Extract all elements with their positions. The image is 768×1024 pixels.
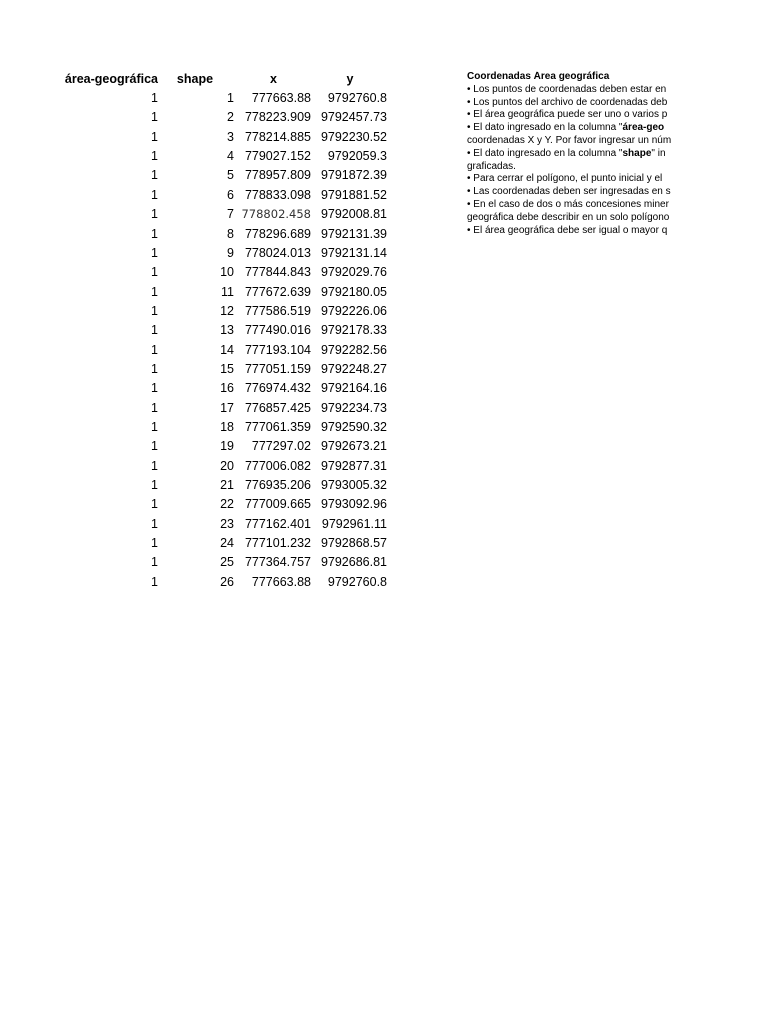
instruction-line: • En el caso de dos o más concesiones miner: [467, 198, 669, 210]
instruction-text: " in: [651, 147, 666, 159]
cell-area-geografica[interactable]: 1: [151, 458, 158, 473]
cell-y[interactable]: 9791881.52: [320, 187, 387, 202]
cell-shape[interactable]: 8: [227, 226, 234, 241]
cell-shape[interactable]: 26: [220, 574, 234, 589]
instruction-line: • Para cerrar el polígono, el punto inicial y el: [467, 173, 663, 185]
cell-area-geografica[interactable]: 1: [151, 381, 158, 396]
cell-area-geografica[interactable]: 1: [151, 342, 158, 357]
cell-y[interactable]: 9792008.81: [320, 207, 387, 222]
cell-x[interactable]: 777162.401: [244, 516, 311, 531]
cell-shape[interactable]: 14: [220, 342, 234, 357]
cell-shape[interactable]: 1: [227, 91, 234, 105]
instruction-line: • Los puntos de coordenadas deben estar en: [467, 83, 667, 95]
cell-shape[interactable]: 7: [227, 207, 234, 222]
cell-shape[interactable]: 5: [227, 168, 234, 183]
cell-y[interactable]: 9792868.57: [320, 536, 387, 550]
cell-x[interactable]: 776974.432: [244, 381, 311, 396]
cell-x[interactable]: 777490.016: [244, 323, 311, 338]
cell-area-geografica[interactable]: 1: [151, 110, 158, 125]
cell-area-geografica[interactable]: 1: [151, 555, 158, 570]
instruction-bold-text: área-geo: [622, 122, 665, 134]
cell-area-geografica[interactable]: 1: [151, 129, 158, 144]
cell-y[interactable]: 9792029.76: [320, 265, 387, 280]
cell-shape[interactable]: 20: [220, 458, 234, 473]
cell-area-geografica[interactable]: 1: [151, 400, 158, 415]
cell-x[interactable]: 777663.88: [251, 91, 311, 105]
cell-x[interactable]: 777193.104: [244, 342, 311, 357]
cell-x[interactable]: 777051.159: [244, 361, 311, 376]
cell-x[interactable]: 778957.809: [244, 168, 311, 183]
cell-y[interactable]: 9792961.11: [321, 516, 387, 531]
cell-x[interactable]: 777101.232: [244, 536, 311, 550]
instruction-line: coordenadas X y Y. Por favor ingresar un núm: [467, 134, 672, 146]
cell-x[interactable]: 778802.458: [241, 207, 311, 222]
cell-shape[interactable]: 24: [220, 536, 234, 550]
cell-y[interactable]: 9792230.52: [320, 129, 387, 144]
cell-y[interactable]: 9792178.33: [320, 323, 387, 338]
cell-y[interactable]: 9792226.06: [320, 303, 387, 318]
cell-shape[interactable]: 4: [227, 149, 234, 164]
cell-y[interactable]: 9792180.05: [320, 284, 387, 299]
cell-y[interactable]: 9792686.81: [320, 555, 387, 570]
cell-area-geografica[interactable]: 1: [151, 536, 158, 550]
header-y[interactable]: y: [346, 72, 354, 86]
cell-y[interactable]: 9792673.21: [320, 439, 387, 454]
cell-area-geografica[interactable]: 1: [151, 303, 158, 318]
cell-area-geografica[interactable]: 1: [151, 439, 158, 454]
header-area-geografica[interactable]: área-geográfica: [64, 72, 158, 86]
cell-shape[interactable]: 18: [220, 420, 234, 434]
cell-x[interactable]: 777009.665: [244, 497, 311, 512]
cell-y[interactable]: 9792131.39: [320, 226, 387, 241]
instructions-title: Coordenadas Área geográfica: [467, 71, 610, 82]
cell-y[interactable]: 9792760.8: [327, 91, 387, 105]
instruction-line: [467, 122, 697, 135]
cell-area-geografica[interactable]: 1: [151, 187, 158, 202]
cell-y[interactable]: 9792234.73: [320, 400, 387, 415]
cell-area-geografica[interactable]: 1: [151, 149, 158, 164]
instruction-line: • Los puntos del archivo de coordenadas deb: [467, 96, 668, 108]
cell-shape[interactable]: 21: [220, 478, 234, 492]
cell-y[interactable]: 9792457.73: [320, 110, 387, 125]
cell-shape[interactable]: 3: [227, 129, 234, 144]
cell-x[interactable]: 777663.88: [251, 574, 311, 589]
cell-x[interactable]: 778296.689: [244, 226, 311, 241]
instruction-line: geográfica debe describir en un solo polígono: [467, 211, 670, 223]
cell-y[interactable]: 9792282.56: [320, 342, 387, 357]
cell-y[interactable]: 9791872.39: [320, 168, 387, 183]
cell-y[interactable]: 9792590.32: [320, 420, 387, 434]
cell-x[interactable]: 778214.885: [244, 129, 311, 144]
cell-shape[interactable]: 15: [220, 361, 234, 376]
cell-x[interactable]: 776935.206: [244, 478, 311, 492]
cell-shape[interactable]: 6: [227, 187, 234, 202]
cell-y[interactable]: 9792131.14: [320, 245, 387, 260]
cell-area-geografica[interactable]: 1: [151, 168, 158, 183]
cell-shape[interactable]: 22: [220, 497, 234, 512]
cell-x[interactable]: 777586.519: [244, 303, 311, 318]
cell-x[interactable]: 777364.757: [244, 555, 311, 570]
cell-x[interactable]: 778024.013: [244, 245, 311, 260]
cell-x[interactable]: 777006.082: [244, 458, 311, 473]
cell-y[interactable]: 9793092.96: [320, 497, 387, 512]
instructions-panel: [467, 71, 697, 237]
cell-shape[interactable]: 25: [220, 555, 234, 570]
cell-area-geografica[interactable]: 1: [151, 574, 158, 589]
cell-x[interactable]: 777061.359: [244, 420, 311, 434]
cell-x[interactable]: 778223.909: [244, 110, 311, 125]
cell-y[interactable]: 9792059.3: [327, 149, 387, 164]
instruction-bold-text: shape: [622, 147, 652, 159]
cell-x[interactable]: 778833.098: [244, 187, 311, 202]
cell-shape[interactable]: 13: [220, 323, 234, 338]
cell-y[interactable]: 9793005.32: [320, 478, 387, 492]
cell-area-geografica[interactable]: 1: [151, 284, 158, 299]
cell-shape[interactable]: 10: [220, 265, 234, 280]
cell-shape[interactable]: 19: [220, 439, 234, 454]
instruction-line: • El área geográfica debe ser igual o mayor q: [467, 224, 668, 236]
cell-shape[interactable]: 11: [221, 284, 234, 299]
cell-area-geografica[interactable]: 1: [151, 420, 158, 434]
cell-area-geografica[interactable]: 1: [151, 91, 158, 105]
cell-y[interactable]: 9792248.27: [320, 361, 387, 376]
cell-shape[interactable]: 12: [220, 303, 234, 318]
cell-area-geografica[interactable]: 1: [151, 361, 158, 376]
instruction-line: [467, 148, 697, 161]
instruction-line: • Las coordenadas deben ser ingresadas en s: [467, 186, 671, 198]
cell-y[interactable]: 9792164.16: [320, 381, 387, 396]
instruction-text: • El dato ingresado en la columna ": [467, 147, 623, 159]
cell-shape[interactable]: 23: [220, 516, 234, 531]
cell-shape[interactable]: 16: [220, 381, 234, 396]
header-x[interactable]: x: [270, 72, 277, 86]
header-shape[interactable]: shape: [176, 72, 214, 86]
cell-shape[interactable]: 9: [227, 245, 234, 260]
instruction-text: • El dato ingresado en la columna ": [467, 122, 623, 134]
cell-shape[interactable]: 17: [220, 400, 234, 415]
cell-area-geografica[interactable]: 1: [151, 516, 158, 531]
cell-area-geografica[interactable]: 1: [151, 478, 158, 492]
cell-area-geografica[interactable]: 1: [151, 207, 158, 222]
instruction-line: graficadas.: [467, 160, 516, 172]
instruction-line: • El área geográfica puede ser uno o varios p: [467, 109, 668, 121]
cell-area-geografica[interactable]: 1: [151, 497, 158, 512]
cell-area-geografica[interactable]: 1: [151, 226, 158, 241]
cell-y[interactable]: 9792760.8: [327, 574, 387, 589]
cell-x[interactable]: 777672.639: [244, 284, 311, 299]
cell-area-geografica[interactable]: 1: [151, 265, 158, 280]
cell-x[interactable]: 777297.02: [251, 439, 311, 454]
cell-x[interactable]: 776857.425: [244, 400, 311, 415]
cell-area-geografica[interactable]: 1: [151, 323, 158, 338]
cell-y[interactable]: 9792877.31: [320, 458, 387, 473]
cell-x[interactable]: 779027.152: [244, 149, 311, 164]
cell-x[interactable]: 777844.843: [244, 265, 311, 280]
cell-shape[interactable]: 2: [227, 110, 234, 125]
cell-area-geografica[interactable]: 1: [151, 245, 158, 260]
